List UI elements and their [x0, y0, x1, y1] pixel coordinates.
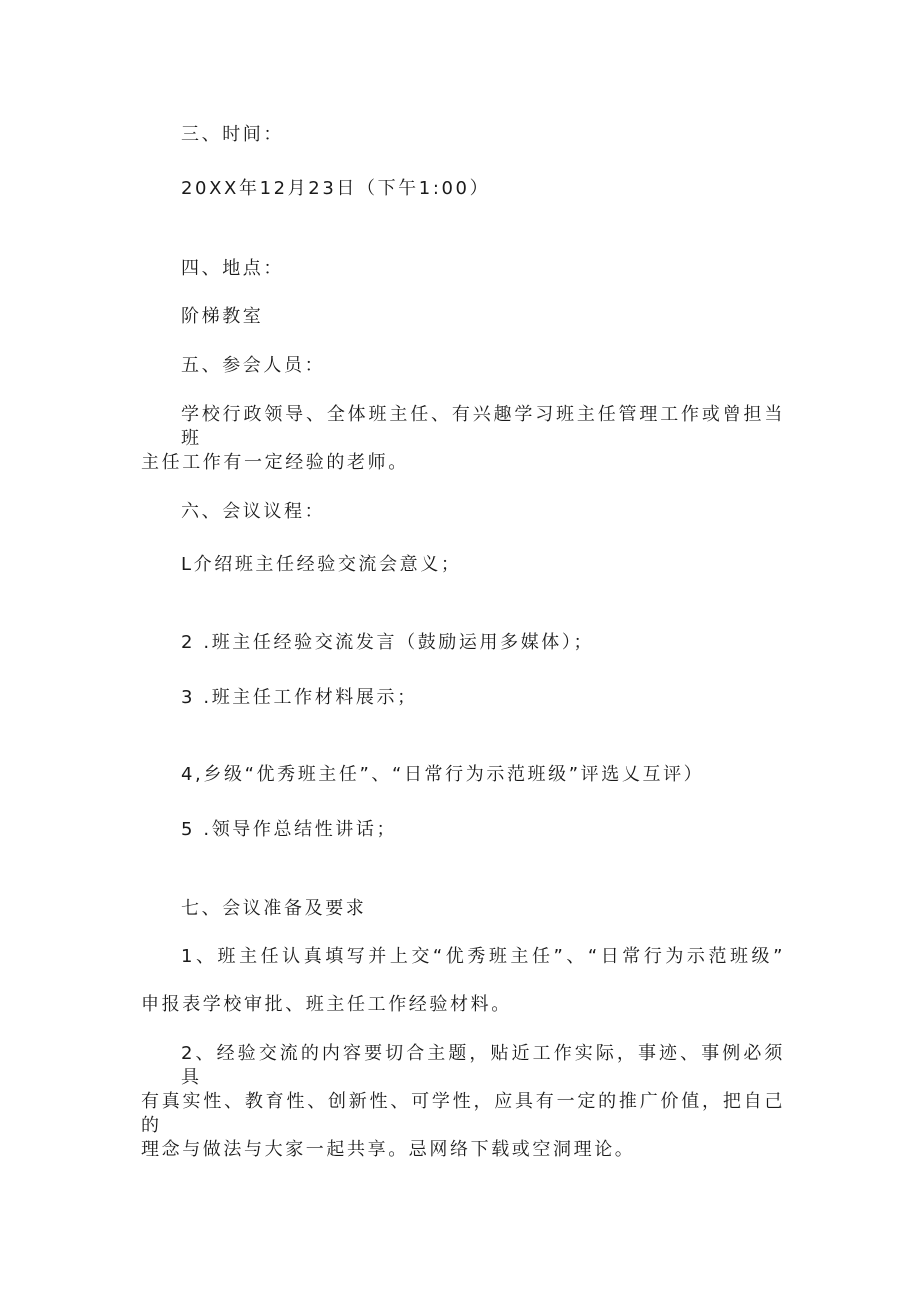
agenda-item-3: 3 .班主任工作材料展示； [181, 687, 418, 708]
prep-item-2-line-3: 理念与做法与大家一起共享。忌网络下载或空洞理论。 [141, 1139, 636, 1160]
agenda-item-4: 4,乡级“优秀班主任”、“日常行为示范班级”评选乂互评） [181, 764, 705, 785]
attendees-heading: 五、参会人员： [181, 355, 326, 376]
prep-item-1-line-1: 1、班主任认真填写并上交“优秀班主任”、“日常行为示范班级” [181, 946, 785, 967]
prep-heading: 七、会议准备及要求 [181, 898, 367, 919]
agenda-item-1: L介绍班主任经验交流会意义； [181, 554, 462, 575]
place-heading: 四、地点： [181, 258, 284, 279]
prep-item-1-line-2: 申报表学校审批、班主任工作经验材料。 [141, 994, 512, 1015]
time-heading: 三、时间： [181, 124, 284, 145]
attendees-line-1: 学校行政领导、全体班主任、有兴趣学习班主任管理工作或曾担当班 [181, 404, 785, 449]
attendees-line-2: 主任工作有一定经验的老师。 [141, 452, 409, 473]
agenda-item-2: 2 .班主任经验交流发言（鼓励运用多媒体）； [181, 632, 595, 653]
time-value: 20XX年12月23日（下午1:00） [181, 178, 491, 199]
agenda-item-5: 5 .领导作总结性讲话； [181, 819, 398, 840]
place-value: 阶梯教室 [181, 306, 264, 327]
prep-item-2-line-1: 2、经验交流的内容要切合主题，贴近工作实际，事迹、事例必须具 [181, 1043, 785, 1088]
prep-item-2-line-2: 有真实性、教育性、创新性、可学性，应具有一定的推广价值，把自己的 [141, 1091, 785, 1136]
agenda-heading: 六、会议议程： [181, 501, 326, 522]
